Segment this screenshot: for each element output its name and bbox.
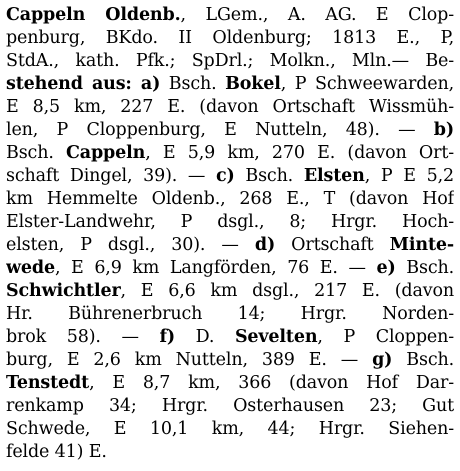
text-segment: schaft Dingel, 39). — [6,166,216,186]
text-segment: Bsch. [395,258,454,278]
gazetteer-entry [6,2,454,467]
text-segment: len, P Cloppenburg, E Nutteln, 48). — [6,120,434,140]
text-segment: burg, E 2,6 km Nutteln, 389 E. — [6,350,373,370]
bold-segment: Sevelten [234,327,318,347]
bold-segment: Minte- [389,235,454,255]
bold-segment: Tenstedt [6,373,90,393]
text-segment: felde 41) E. [6,442,107,462]
bold-segment: c) [216,166,235,186]
text-segment: Hr. Bührenerbruch 14; Hrgr. Norden- [6,304,454,324]
text-segment: km Hemmelte Oldenb., 268 E., T (davon Hof [6,189,454,209]
text-segment: penburg, BKdo. II Oldenburg; 1813 E., P, [6,28,454,48]
text-segment: , P Cloppen- [317,327,454,347]
text-segment: Bsch. [6,143,66,163]
bold-segment: stehend aus: a) [6,74,161,94]
text-segment: renkamp 34; Hrgr. Osterhausen 23; Gut [6,396,454,416]
text-segment: , P E 5,2 [364,166,454,186]
bold-segment: e) [376,258,396,278]
text-segment: D. [174,327,235,347]
text-segment: , E 8,7 km, 366 (davon Hof Dar- [89,373,454,393]
bold-segment: g) [372,350,393,370]
text-segment: Bsch. [160,74,226,94]
bold-segment: b) [433,120,454,140]
entry-headword: Cappeln Oldenb. [6,5,181,25]
bold-segment: Elsten [303,166,365,186]
text-segment: , E 6,6 km dsgl., 217 E. (davon [120,281,454,301]
text-segment: E 8,5 km, 227 E. (davon Ortschaft Wissmüh- [6,97,454,117]
text-segment: , E 5,9 km, 270 E. (davon Ort- [145,143,454,163]
bold-segment: Bokel [225,74,281,94]
text-segment: , LGem., A. AG. E Clop- [180,5,454,25]
text-segment: Ortschaft [275,235,390,255]
text-segment: brok 58). — [6,327,160,347]
text-segment: , E 6,9 km Langförden, 76 E. — [54,258,377,278]
text-segment: StdA., kath. Pfk.; SpDrl.; Molkn., Mln.— Be- [6,51,454,71]
text-segment: Elster-Landwehr, P dsgl., 8; Hrgr. Hoch- [6,212,454,232]
text-segment: elsten, P dsgl., 30). — [6,235,255,255]
text-segment: Schwede, E 10,1 km, 44; Hrgr. Siehen- [6,419,454,439]
entry-line [6,439,454,466]
bold-segment: wede [6,258,55,278]
text-segment: , P Schweewarden, [280,74,454,94]
text-segment: Bsch. [392,350,454,370]
text-segment: Bsch. [234,166,304,186]
bold-segment: f) [159,327,175,347]
bold-segment: d) [254,235,276,255]
bold-segment: Schwichtler [6,281,121,301]
bold-segment: Cappeln [65,143,146,163]
